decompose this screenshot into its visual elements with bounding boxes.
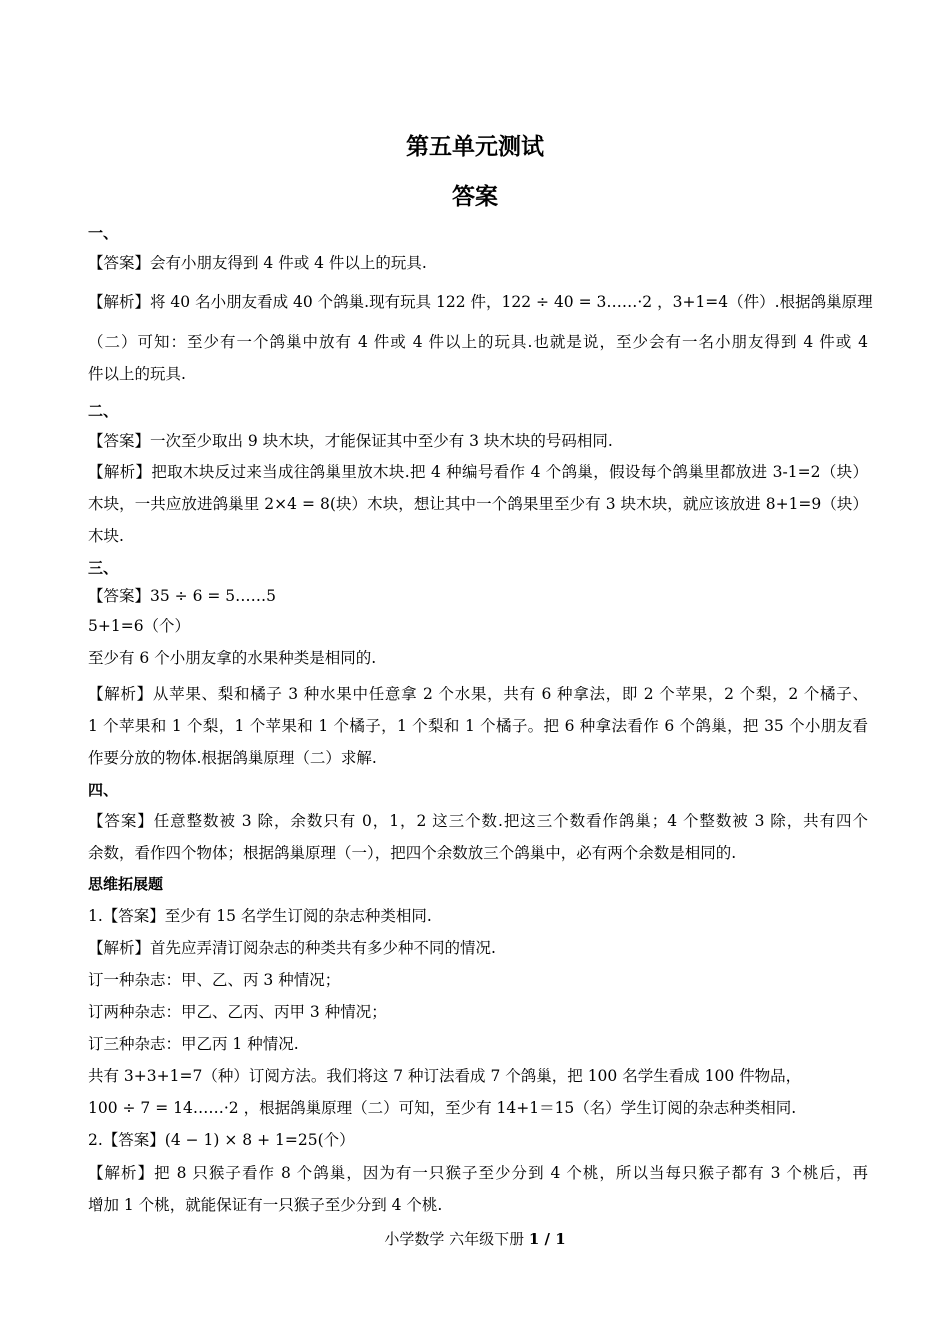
analysis-3-line-3: 作要分放的物体.根据鸽巢原理（二）求解. [88, 749, 377, 767]
answer-2: 【答案】一次至少取出 9 块木块，才能保证其中至少有 3 块木块的号码相同. [88, 432, 613, 450]
analysis-2-line-1: 【解析】把取木块反过来当成往鸽巢里放木块.把 4 种编号看作 4 个鸽巢，假设每个鸽巢里都放进 3-1=2（块） [88, 463, 868, 481]
page-footer [0, 1229, 950, 1249]
analysis-2-line-3: 木块. [88, 527, 124, 545]
q2-analysis-line-1: 【解析】把 8 只猴子看作 8 个鸽巢，因为有一只猴子至少分到 4 个桃，所以当每只猴子都有 3 个桃后，再 [88, 1164, 868, 1182]
page-number: 1 / 1 [528, 1230, 566, 1248]
q2-analysis-line-2: 增加 1 个桃，就能保证有一只猴子至少分到 4 个桃. [88, 1196, 443, 1214]
answer-4-line-2: 余数，看作四个物体；根据鸽巢原理（一），把四个余数放三个鸽巢中，必有两个余数是相同的. [88, 844, 737, 862]
answer-3-line-3: 至少有 6 个小朋友拿的水果种类是相同的. [88, 649, 377, 667]
analysis-3-line-1: 【解析】从苹果、梨和橘子 3 种水果中任意拿 2 个水果，共有 6 种拿法，即 2 个苹果，2 个梨，2 个橘子、 [88, 685, 868, 703]
q1-answer: 1.【答案】至少有 15 名学生订阅的杂志种类相同. [88, 907, 432, 925]
analysis-3-line-2: 1 个苹果和 1 个梨，1 个苹果和 1 个橘子，1 个梨和 1 个橘子。把 6 种拿法看作 6 个鸽巢，把 35 个小朋友看 [88, 717, 868, 735]
answer-3-line-2: 5+1=6（个） [88, 617, 191, 635]
section-heading-4: 四、 [88, 781, 119, 799]
analysis-1-line-1: 【解析】将 40 名小朋友看成 40 个鸽巢.现有玩具 122 件，122 ÷ 40 = 3……·2 ，3+1=4（件）.根据鸽巢原理 [88, 293, 873, 311]
q2-answer: 2.【答案】(4 − 1) × 8 + 1=25(个） [88, 1131, 355, 1149]
page-title: 第五单元测试 [406, 134, 544, 160]
answer-3-line-1: 【答案】35 ÷ 6 = 5……5 [88, 587, 276, 605]
answer-4-line-1: 【答案】任意整数被 3 除，余数只有 0，1，2 这三个数.把这三个数看作鸽巢；4 个整数被 3 除，共有四个 [88, 812, 868, 830]
section-heading-1: 一、 [88, 224, 119, 242]
q1-analysis-line-4: 订三种杂志：甲乙丙 1 种情况. [88, 1035, 299, 1053]
footer-text: 小学数学 六年级下册 [384, 1230, 525, 1248]
answer-1: 【答案】会有小朋友得到 4 件或 4 件以上的玩具. [88, 254, 427, 272]
section-heading-extension: 思维拓展题 [88, 875, 164, 893]
analysis-1-line-3: 件以上的玩具. [88, 365, 186, 383]
q1-analysis-line-5: 共有 3+3+1=7（种）订阅方法。我们将这 7 种订法看成 7 个鸽巢，把 100 名学生看成 100 件物品， [88, 1067, 802, 1085]
q1-analysis-line-2: 订一种杂志：甲、乙、丙 3 种情况； [88, 971, 341, 989]
q1-analysis-line-3: 订两种杂志：甲乙、乙丙、丙甲 3 种情况； [88, 1003, 387, 1021]
q1-analysis-line-6: 100 ÷ 7 = 14……·2 ，根据鸽巢原理（二）可知，至少有 14+1＝15（名）学生订阅的杂志种类相同. [88, 1099, 797, 1117]
page-subtitle: 答案 [452, 184, 498, 210]
q1-analysis-line-1: 【解析】首先应弄清订阅杂志的种类共有多少种不同的情况. [88, 939, 496, 957]
analysis-1-line-2: （二）可知：至少有一个鸽巢中放有 4 件或 4 件以上的玩具.也就是说，至少会有一名小朋友得到 4 件或 4 [88, 333, 868, 351]
section-heading-3: 三、 [88, 559, 119, 577]
section-heading-2: 二、 [88, 402, 119, 420]
analysis-2-line-2: 木块，一共应放进鸽巢里 2×4 = 8(块）木块，想让其中一个鸽果里至少有 3 块木块，就应该放进 8+1=9（块） [88, 495, 868, 513]
